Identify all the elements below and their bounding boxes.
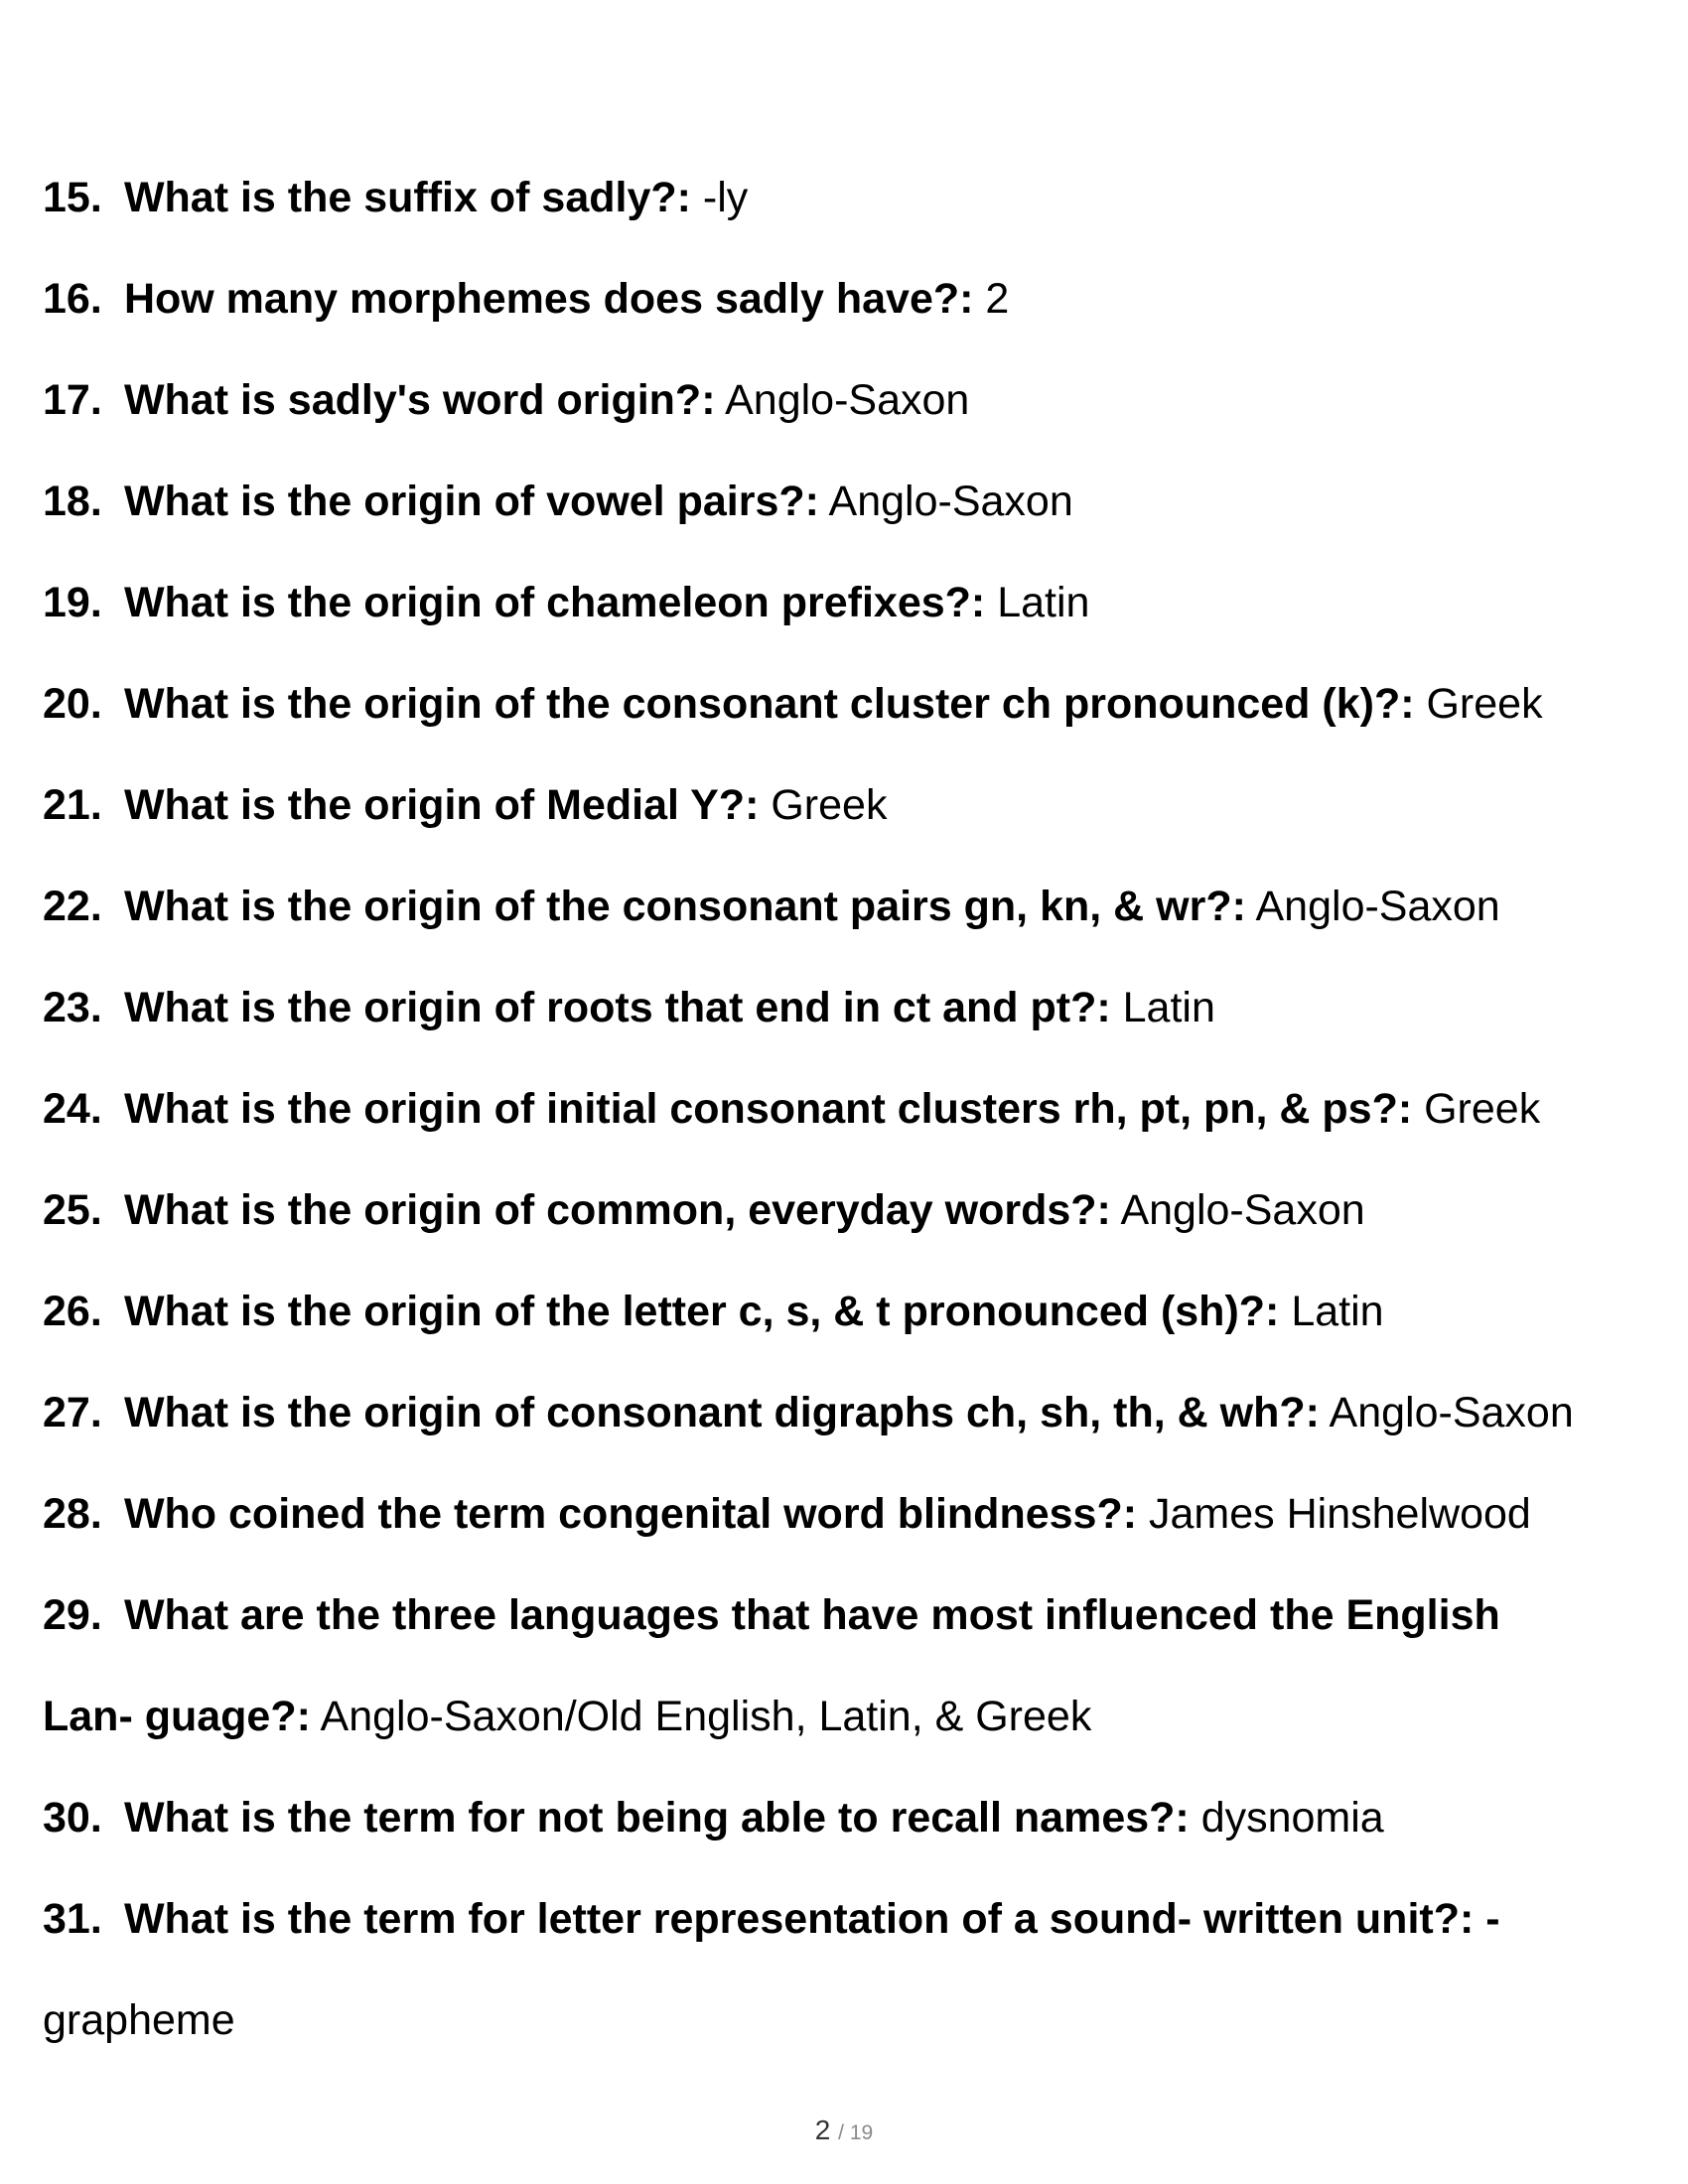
item-number: 22. — [43, 883, 102, 930]
question-text: What is the term for not being able to recall names?: — [123, 1794, 1190, 1842]
answer-text: Anglo-Saxon — [1329, 1389, 1574, 1436]
list-item — [43, 1868, 1631, 1970]
answer-text: Anglo-Saxon — [1255, 883, 1500, 930]
question-text: What is the origin of consonant digraphs ch, sh, th, & wh?: — [123, 1389, 1320, 1436]
answer-text: Greek — [1426, 680, 1543, 728]
answer-text: Anglo-Saxon — [828, 478, 1073, 525]
question-text: What is the origin of the consonant cluster ch pronounced (k)?: — [123, 680, 1415, 728]
question-text: How many morphemes does sadly have?: — [123, 275, 974, 323]
question-text: What is the origin of Medial Y?: — [123, 781, 760, 829]
question-text: What is the origin of chameleon prefixes?: — [123, 579, 986, 626]
answer-text: Anglo-Saxon — [725, 376, 970, 424]
answer-text: Anglo-Saxon — [1120, 1186, 1365, 1234]
question-text: What is the origin of the consonant pairs gn, kn, & wr?: — [123, 883, 1246, 930]
list-item — [43, 1565, 1631, 1666]
list-item — [43, 147, 1631, 248]
list-item — [43, 1463, 1631, 1565]
list-item — [43, 248, 1631, 349]
question-text: What is the origin of common, everyday words?: — [123, 1186, 1111, 1234]
question-text: Who coined the term congenital word blindness?: — [123, 1490, 1138, 1538]
question-text: What is the origin of vowel pairs?: — [123, 478, 819, 525]
answer-text: Anglo-Saxon/Old English, Latin, & Greek — [320, 1693, 1092, 1740]
item-number: 15. — [43, 174, 102, 221]
question-text: What is the origin of the letter c, s, & t pronounced (sh)?: — [123, 1288, 1280, 1335]
question-text: What is sadly's word origin?: — [123, 376, 716, 424]
question-text: What is the term for letter representation of a sound- written unit?: - — [123, 1895, 1500, 1943]
item-number: 17. — [43, 376, 102, 424]
item-number: 28. — [43, 1490, 102, 1538]
item-number: 26. — [43, 1288, 102, 1335]
list-item — [43, 349, 1631, 451]
page-total: / 19 — [838, 2121, 874, 2144]
answer-text: Latin — [1122, 984, 1215, 1031]
item-number: 24. — [43, 1085, 102, 1133]
list-item — [43, 552, 1631, 653]
item-number: 30. — [43, 1794, 102, 1842]
question-text-continued: Lan- guage?: — [43, 1693, 311, 1740]
answer-text: -ly — [702, 174, 749, 221]
item-number: 20. — [43, 680, 102, 728]
answer-text: grapheme — [43, 1996, 235, 2044]
item-number: 25. — [43, 1186, 102, 1234]
question-text: What are the three languages that have most influenced the English — [123, 1591, 1500, 1639]
page-current: 2 — [814, 2115, 831, 2145]
answer-text: James Hinshelwood — [1149, 1490, 1531, 1538]
item-number: 27. — [43, 1389, 102, 1436]
list-item — [43, 957, 1631, 1058]
item-number: 31. — [43, 1895, 102, 1943]
answer-text: Greek — [1424, 1085, 1541, 1133]
list-item — [43, 1160, 1631, 1261]
list-item — [43, 1261, 1631, 1362]
list-item — [43, 1058, 1631, 1160]
list-item — [43, 754, 1631, 856]
question-list — [43, 147, 1631, 2071]
item-number: 21. — [43, 781, 102, 829]
list-item — [43, 653, 1631, 754]
answer-text: Greek — [771, 781, 888, 829]
item-number: 29. — [43, 1591, 102, 1639]
page-indicator — [0, 2115, 1688, 2146]
list-item — [43, 856, 1631, 957]
item-number: 19. — [43, 579, 102, 626]
question-text: What is the origin of roots that end in ct and pt?: — [123, 984, 1111, 1031]
answer-text: Latin — [1291, 1288, 1384, 1335]
list-item — [43, 1767, 1631, 1868]
answer-text: 2 — [985, 275, 1010, 323]
list-item-continued — [43, 1666, 1631, 1767]
answer-text: Latin — [997, 579, 1090, 626]
list-item-continued — [43, 1970, 1631, 2071]
item-number: 16. — [43, 275, 102, 323]
answer-text: dysnomia — [1200, 1794, 1384, 1842]
list-item — [43, 451, 1631, 552]
question-text: What is the suffix of sadly?: — [123, 174, 691, 221]
question-text: What is the origin of initial consonant clusters rh, pt, pn, & ps?: — [123, 1085, 1413, 1133]
item-number: 18. — [43, 478, 102, 525]
item-number: 23. — [43, 984, 102, 1031]
list-item — [43, 1362, 1631, 1463]
